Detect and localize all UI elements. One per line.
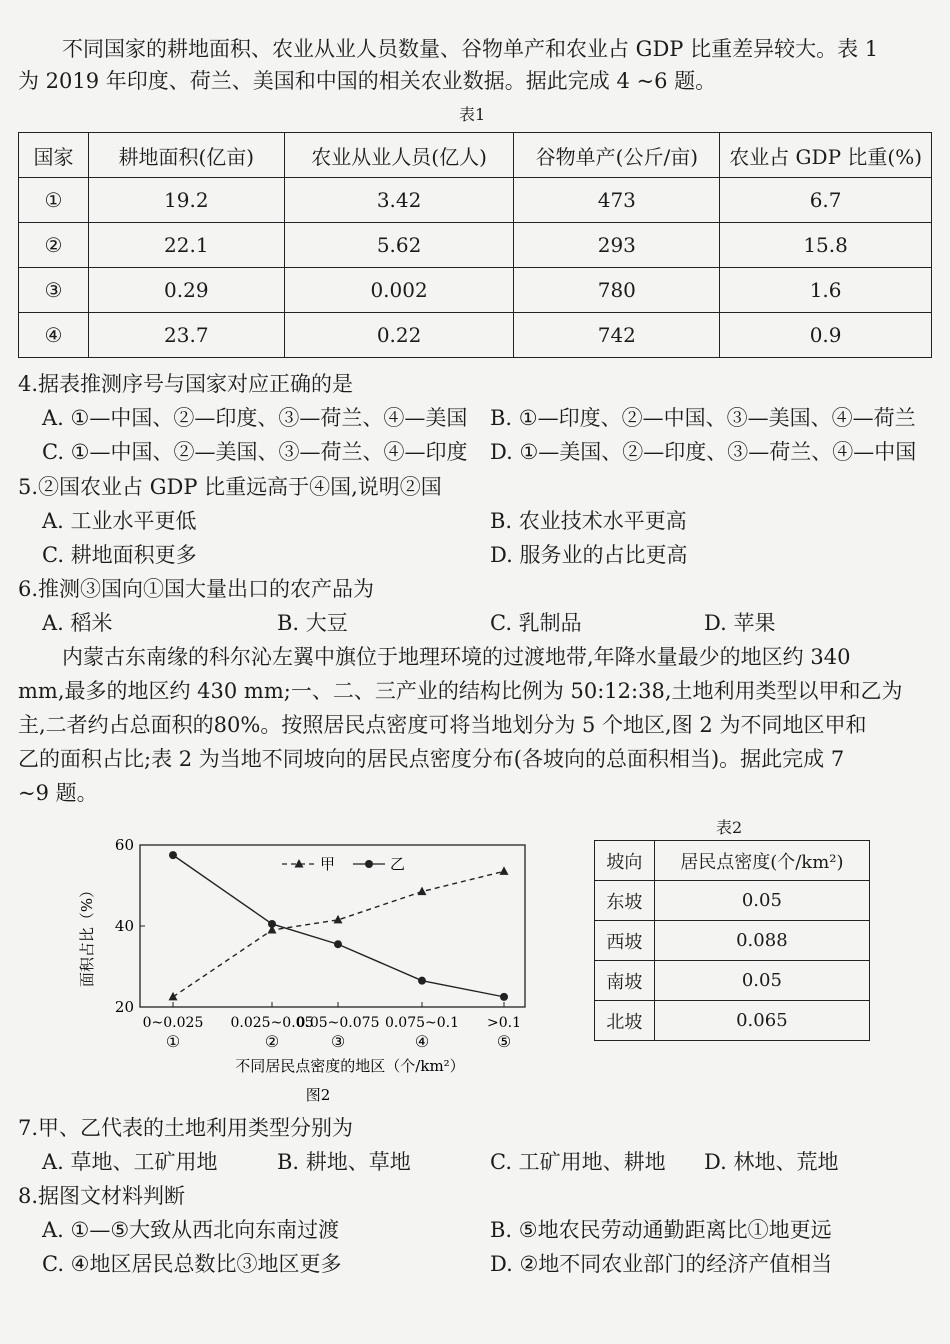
chart-x-tick-label: >0.1 <box>487 1015 521 1031</box>
intro2-line4: 乙的面积占比;表 2 为当地不同坡向的居民点密度分布(各坡向的总面积相当)。据此完成 7 <box>18 747 845 771</box>
table-cell: 东坡 <box>595 881 655 921</box>
chart-point-circle <box>334 940 342 948</box>
q8-option-d: D. ②地不同农业部门的经济产值相当 <box>490 1252 833 1276</box>
table-cell: 0.05 <box>654 881 869 921</box>
chart-x-tick-label: 0.075~0.1 <box>384 1015 460 1031</box>
chart-x-tick-label: 0.05~0.075 <box>296 1015 380 1031</box>
chart-point-triangle <box>418 887 427 896</box>
q7-option-a: A. 草地、工矿用地 <box>42 1150 218 1174</box>
q7-option-d: D. 林地、荒地 <box>704 1150 839 1174</box>
chart-x-category-marker: ⑤ <box>496 1032 512 1051</box>
table-cell: 23.7 <box>88 313 284 358</box>
chart-series-line-2 <box>173 855 504 997</box>
legend-marker-jia <box>295 859 304 868</box>
table2-header: 居民点密度(个/km²) <box>654 841 869 881</box>
table-cell: ② <box>19 223 89 268</box>
q4-option-c: C. ①—中国、②—美国、③—荷兰、④—印度 <box>42 440 468 464</box>
table1-caption: 表1 <box>459 105 486 124</box>
legend-label-yi: 乙 <box>390 855 406 873</box>
q5-option-c: C. 耕地面积更多 <box>42 543 197 567</box>
q5-option-a: A. 工业水平更低 <box>42 509 197 533</box>
chart-x-category-marker: ② <box>264 1032 280 1051</box>
chart-x-tick-label: 0.025~0.05 <box>230 1015 314 1031</box>
q6-option-c: C. 乳制品 <box>490 611 582 635</box>
intro2-line3: 主,二者约占总面积的80%。按照居民点密度可将当地划分为 5 个地区,图 2 为不同地区甲和 <box>18 713 867 737</box>
q6-option-d: D. 苹果 <box>704 611 776 635</box>
table2-header: 坡向 <box>595 841 655 881</box>
q5-option-b: B. 农业技术水平更高 <box>490 509 687 533</box>
intro1-line1: 不同国家的耕地面积、农业从业人员数量、谷物单产和农业占 GDP 比重差异较大。表 1 <box>62 37 879 61</box>
chart-x-category-marker: ③ <box>330 1032 346 1051</box>
table-cell: 0.065 <box>654 1001 869 1041</box>
legend-label-jia: 甲 <box>320 855 336 873</box>
table2 <box>594 840 870 1041</box>
table-cell: 742 <box>514 313 720 358</box>
table-cell: 北坡 <box>595 1001 655 1041</box>
chart-title: 图2 <box>305 1086 331 1104</box>
table1-header: 农业占 GDP 比重(%) <box>720 133 932 178</box>
chart-y-axis-label: 面积占比（%） <box>78 882 96 988</box>
table-cell: ① <box>19 178 89 223</box>
table1-header: 耕地面积(亿亩) <box>88 133 284 178</box>
table-cell: 0.22 <box>284 313 514 358</box>
q4-option-d: D. ①—美国、②—印度、③—荷兰、④—中国 <box>490 440 917 464</box>
table-cell: 1.6 <box>720 268 932 313</box>
table1-header: 国家 <box>19 133 89 178</box>
chart-point-circle <box>169 851 177 859</box>
intro2-line2: mm,最多的地区约 430 mm;一、二、三产业的结构比例为 50:12:38,土地利用类型以甲和乙为 <box>18 679 903 703</box>
q7-option-c: C. 工矿用地、耕地 <box>490 1150 666 1174</box>
table1 <box>18 132 932 358</box>
table-cell: 南坡 <box>595 961 655 1001</box>
table-row <box>595 961 870 1001</box>
intro2-line1: 内蒙古东南缘的科尔沁左翼中旗位于地理环境的过渡地带,年降水量最少的地区约 340 <box>62 645 851 669</box>
table-cell: 0.29 <box>88 268 284 313</box>
table-row <box>19 178 932 223</box>
table-cell: 0.088 <box>654 921 869 961</box>
table-cell: 15.8 <box>720 223 932 268</box>
q8-option-a: A. ①—⑤大致从西北向东南过渡 <box>42 1218 340 1242</box>
table-row <box>595 921 870 961</box>
q6-option-b: B. 大豆 <box>277 611 348 635</box>
table-row <box>19 313 932 358</box>
table-row <box>595 881 870 921</box>
q4-option-a: A. ①—中国、②—印度、③—荷兰、④—美国 <box>42 406 468 430</box>
q7-option-b: B. 耕地、草地 <box>277 1150 411 1174</box>
chart-x-category-marker: ④ <box>414 1032 430 1051</box>
table1-header: 农业从业人员(亿人) <box>284 133 514 178</box>
table-cell: 0.002 <box>284 268 514 313</box>
q8-option-c: C. ④地区居民总数比③地区更多 <box>42 1252 342 1276</box>
chart-x-axis-label: 不同居民点密度的地区（个/km²） <box>235 1057 465 1075</box>
q5-option-d: D. 服务业的占比更高 <box>490 543 688 567</box>
chart-point-triangle <box>169 992 178 1001</box>
table2-header-row <box>595 841 870 881</box>
intro1-line2: 为 2019 年印度、荷兰、美国和中国的相关农业数据。据此完成 4 ~6 题。 <box>18 69 717 93</box>
table-cell: 5.62 <box>284 223 514 268</box>
q7-stem: 7.甲、乙代表的土地利用类型分别为 <box>18 1116 354 1140</box>
q8-stem: 8.据图文材料判断 <box>18 1184 186 1208</box>
table-cell: 3.42 <box>284 178 514 223</box>
q8-option-b: B. ⑤地农民劳动通勤距离比①地更远 <box>490 1218 832 1242</box>
chart-point-triangle <box>500 866 509 875</box>
figure2-line-chart <box>60 825 560 1110</box>
table-cell: 473 <box>514 178 720 223</box>
chart-y-tick-label: 60 <box>114 836 134 854</box>
table-cell: 0.05 <box>654 961 869 1001</box>
chart-point-circle <box>268 920 276 928</box>
q5-stem: 5.②国农业占 GDP 比重远高于④国,说明②国 <box>18 475 442 499</box>
table1-header-row <box>19 133 932 178</box>
chart-x-tick-label: 0~0.025 <box>142 1015 204 1031</box>
table-row <box>595 1001 870 1041</box>
q4-option-b: B. ①—印度、②—中国、③—美国、④—荷兰 <box>490 406 916 430</box>
table-cell: 19.2 <box>88 178 284 223</box>
table1-header: 谷物单产(公斤/亩) <box>514 133 720 178</box>
intro2-line5: ~9 题。 <box>18 781 98 805</box>
table-cell: 780 <box>514 268 720 313</box>
table-cell: ③ <box>19 268 89 313</box>
chart-y-tick-label: 20 <box>114 998 134 1016</box>
table-row <box>19 223 932 268</box>
table-cell: 西坡 <box>595 921 655 961</box>
table-cell: 0.9 <box>720 313 932 358</box>
table-cell: 22.1 <box>88 223 284 268</box>
chart-y-tick-label: 40 <box>114 917 134 935</box>
chart-x-category-marker: ① <box>165 1032 181 1051</box>
table-cell: 6.7 <box>720 178 932 223</box>
table2-caption: 表2 <box>716 818 743 837</box>
q6-option-a: A. 稻米 <box>42 611 113 635</box>
chart-point-circle <box>418 977 426 985</box>
q6-stem: 6.推测③国向①国大量出口的农产品为 <box>18 577 375 601</box>
legend-marker-yi <box>365 860 373 868</box>
table-cell: 293 <box>514 223 720 268</box>
table-cell: ④ <box>19 313 89 358</box>
q4-stem: 4.据表推测序号与国家对应正确的是 <box>18 372 354 396</box>
chart-point-circle <box>500 993 508 1001</box>
table-row <box>19 268 932 313</box>
